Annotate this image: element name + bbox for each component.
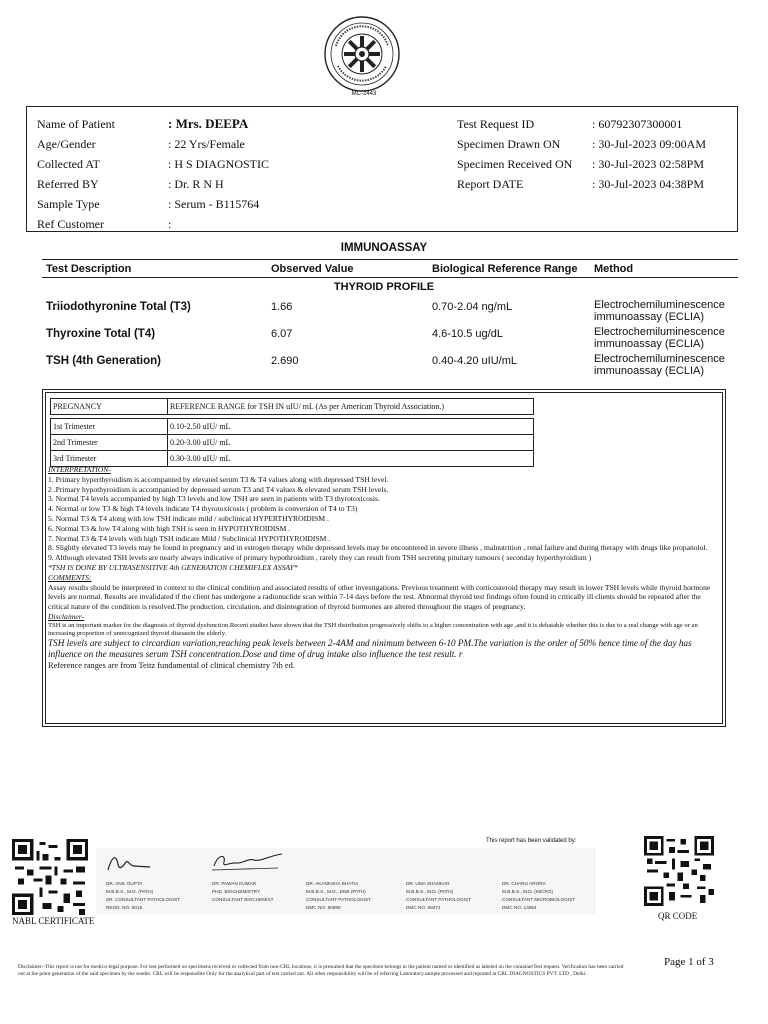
signatory-qualification: M.B.B.S., M.D. (PATH)	[106, 889, 154, 894]
patient-value: : Serum - B115764	[168, 197, 260, 211]
interpretation-heading: INTERPRETATION-	[48, 465, 111, 474]
disclaimer-text: TSH is an important marker for the diagnosis of thyroid dysfunction.Recent studies have shown that the TSH distribution progressively shifts to a higher concentration with age ,and it is debatable whether this is due to a real change with age or an increasing proportion of unrecognized thyroid diseasein the elderly.	[48, 621, 698, 637]
trimester-range: 0.30-3.00 uIU/ mL	[168, 451, 534, 467]
comments-heading: COMMENTS:	[48, 572, 92, 582]
pregnancy-row	[51, 419, 534, 435]
patient-label: Ref Customer	[37, 217, 104, 231]
interpretation-point: 6. Normal T3 & low T4 along with high TSH is seen in HYPOTHYROIDISM .	[48, 523, 291, 533]
test-value: 2.690	[271, 355, 299, 367]
signatory-qualification: M.B.B.S., M.D. (MICRO)	[502, 889, 554, 894]
qr-code-label: QR CODE	[658, 911, 698, 921]
signatory	[406, 880, 471, 912]
report-value: : 30-Jul-2023 09:00AM	[592, 137, 706, 151]
patient-value: : Mrs. DEEPA	[168, 116, 249, 131]
signatory-role: SR. CONSULTANT PATHOLOGIST	[106, 897, 181, 902]
disclaimer-heading: Disclaimer-	[48, 611, 85, 621]
signatory-role: CONSULTANT MICROBIOLOGIST	[502, 897, 576, 902]
report-label: Test Request ID	[457, 117, 535, 131]
patient-label: Referred BY	[37, 177, 99, 191]
circadian-text: TSH levels are subject to circardian variation,reaching peak levels between 2-4AM and ninimum between 6-10 PM.The variation is the order of 50% hence time of the day has influence on the measures serum TSH concentration.Dose and time of drug intake also influence the test result. r	[48, 637, 692, 660]
test-method: Electrochemiluminescence immunoassay (ECLIA)	[594, 326, 725, 350]
test-name: Thyroxine Total (T4)	[46, 328, 156, 340]
test-range: 4.6-10.5 ug/dL	[432, 328, 503, 340]
report-value: : 30-Jul-2023 04:38PM	[592, 177, 705, 191]
trimester-range: 0.20-3.00 uIU/ mL	[168, 435, 534, 451]
signatory-name: DR. PAWAN KUMAR	[212, 881, 257, 886]
test-name: TSH (4th Generation)	[46, 355, 162, 367]
patient-label: Name of Patient	[37, 117, 115, 131]
signatory-role: CONSULTANT PATHOLOGIST	[406, 897, 471, 902]
interpretation-section	[48, 465, 720, 671]
interpretation-point: 2 .Primary hypothyroidism is accompanied by depressed serum T3 and T4 values & elevated serum TSH levels.	[48, 484, 389, 494]
report-label: Specimen Received ON	[457, 157, 573, 171]
report-qr-code-icon	[644, 832, 714, 910]
signatory-reg: DMC NO. 80898	[306, 905, 341, 910]
signatory-name: DR. AKANKSHA BHATIA	[306, 881, 359, 886]
test-value: 1.66	[271, 301, 293, 313]
report-label: Report DATE	[457, 177, 524, 191]
signatory-reg: DMC NO. 13064	[502, 905, 537, 910]
signatory	[212, 880, 273, 904]
comments-text: Assay results should be interpreted in context to the clinical condition and associated results of other investigations. Previous treatment with corticosteroid therapy may result in lower TSH levels while thyroid hormone levels are normal. Results are invalidated if the client has undergone a radionuclide scan within 7-14 days before the test. Abnormal thyroid test findings often found in critically ill clients should be repeated after the critical nature of the condition is resolved.The production, circulation, and disintegration of thyroid hormones are altered throughout the stages of pregnancy.	[48, 582, 711, 612]
accreditation-seal	[322, 14, 402, 94]
patient-value: : 22 Yrs/Female	[168, 137, 245, 151]
signatory-role: CONSULTANT BIOCHEMIST	[212, 897, 274, 902]
test-range: 0.70-2.04 ng/mL	[432, 301, 513, 313]
ultrasensitive-note: *TSH IS DONE BY ULTRASENSITIVE 4th GENERATION CHEMIFLEX ASSAY*	[48, 562, 298, 572]
signatory-qualification: M.B.B.S., M.D., DNB (PATH)	[306, 889, 366, 894]
pregnancy-header-cell: PREGNANCY	[51, 399, 168, 415]
test-range: 0.40-4.20 uIU/mL	[432, 355, 517, 367]
footer-disclaimer	[18, 964, 758, 977]
test-method: Electrochemiluminescence immunoassay (ECLIA)	[594, 353, 725, 377]
interpretation-point: 1. Primary hyperthyroidism is accompanied by elevated serum T3 & T4 values along with depressed TSH level.	[48, 474, 389, 484]
trimester: 1st Trimester	[51, 419, 168, 435]
pregnancy-header-row	[51, 399, 534, 415]
patient-value: :	[168, 217, 172, 231]
patient-label: Age/Gender	[37, 137, 96, 151]
test-name: Triiodothyronine Total (T3)	[46, 301, 191, 313]
footer-line: Disclaimer:-This report is not for medico-legal purpose. For test performed on specimens received or collected from non-CRL locations, it is presumed that the specimen belongs to the patient named or identified as labeled on the containerTest request. Verification has been carried	[18, 964, 624, 970]
validated-text: This report has been validated by:	[486, 838, 577, 844]
header-observed-value: Observed Value	[271, 263, 354, 275]
section-title: IMMUNOASSAY	[340, 242, 428, 254]
nabl-certificate-qr-icon	[12, 838, 88, 916]
interpretation-point: 4. Normal or low T3 & high T4 levels indicate T4 thyrotoxicosis ( problem is conversion of T4 to T3)	[48, 504, 358, 514]
header-reference-range: Biological Reference Range	[432, 263, 578, 275]
trimester: 2nd Trimester	[51, 435, 168, 451]
interpretation-point: 5. Normal T3 & T4 along with low TSH indicate mild / subclinical HYPERTHYROIDISM .	[48, 513, 329, 523]
seal-code: MC-2443	[351, 91, 377, 97]
interpretation-point: 9. Although elevated TSH levels are nearly always indicative of primary hypothroidism , rarely they can result from TSH secreting pituitary tumours ( seconday hyperthyroidism )	[48, 553, 592, 563]
interpretation-point: 8. Slightly elevated T3 levels may be found in pregnancy and in estrogen therapy while depressed levels may be encountered in severe illness , malnutrition , renal failure and during therapy with drugs like propanolol.	[48, 543, 708, 553]
trimester: 3rd Trimester	[51, 451, 168, 467]
profile-title: THYROID PROFILE	[333, 281, 435, 293]
test-row	[0, 353, 768, 379]
signatory-name: DR. ANIL GUPTA	[106, 881, 143, 886]
signatory-qualification: M.B.B.S., M.D. (PATH)	[406, 889, 454, 894]
interpretation-point: 7. Normal T3 & T4 levels with high TSH indicate Mild / Subclinical HYPOTHYROIDISM .	[48, 533, 331, 543]
patient-value: : Dr. R N H	[168, 177, 224, 191]
signature-icon	[208, 848, 288, 874]
header-method: Method	[594, 263, 634, 275]
signatory-role: CONSULTANT PATHOLOGIST	[306, 897, 371, 902]
signature-icon	[104, 852, 154, 876]
signatory	[306, 880, 371, 912]
test-row	[0, 299, 768, 325]
header-rule	[42, 277, 738, 278]
reference-text: Reference ranges are from Teitz fundamental of clinical chemistry 7th ed.	[48, 660, 295, 670]
patient-label: Collected AT	[37, 157, 100, 171]
test-method: Electrochemiluminescence immunoassay (ECLIA)	[594, 299, 725, 323]
signatory-name: DR. CHARU ARORA	[502, 881, 546, 886]
header-test-description: Test Description	[46, 263, 132, 275]
interpretation-point: 3. Normal T4 levels accompanied by high T3 levels and low TSH are seen in patients with T3 thyrotoxicosis.	[48, 494, 380, 504]
signatory-name: DR. UMA SHANKAR	[406, 881, 450, 886]
signatory	[106, 880, 180, 912]
pregnancy-row	[51, 435, 534, 451]
signatory-reg: DMC NO. 58471	[406, 905, 441, 910]
report-value: : 60792307300001	[592, 117, 683, 131]
test-row	[0, 326, 768, 352]
patient-info-box	[26, 106, 738, 232]
page-number: Page 1 of 3	[664, 956, 714, 968]
patient-label: Sample Type	[37, 197, 100, 211]
signatory-reg: REGD. NO. 5015	[106, 905, 143, 910]
report-label: Specimen Drawn ON	[457, 137, 561, 151]
footer-line: out at the point generation of the said specimen by the sender. CRL will be responsible Only for the analytical part of test carried out. All other responsibility will be of referring Laboratory.sample processed and reported at CRL DIAGNOSTICS PVT. LTD , Delhi.	[18, 970, 587, 977]
table-top-rule	[42, 259, 738, 260]
trimester-range: 0.10-2.50 uIU/ mL	[168, 419, 534, 435]
pregnancy-table	[50, 398, 534, 467]
nabl-certificate-label: NABL CERTIFICATE	[12, 916, 95, 926]
report-value: : 30-Jul-2023 02:58PM	[592, 157, 705, 171]
test-value: 6.07	[271, 328, 293, 340]
pregnancy-header-cell: REFERENCE RANGE for TSH IN uIU/ mL (As per American Thyroid Association.)	[168, 399, 534, 415]
patient-value: : H S DIAGNOSTIC	[168, 157, 270, 171]
signatory	[502, 880, 575, 912]
signatory-qualification: PHD. BIOCHEMISTRY	[212, 889, 261, 894]
